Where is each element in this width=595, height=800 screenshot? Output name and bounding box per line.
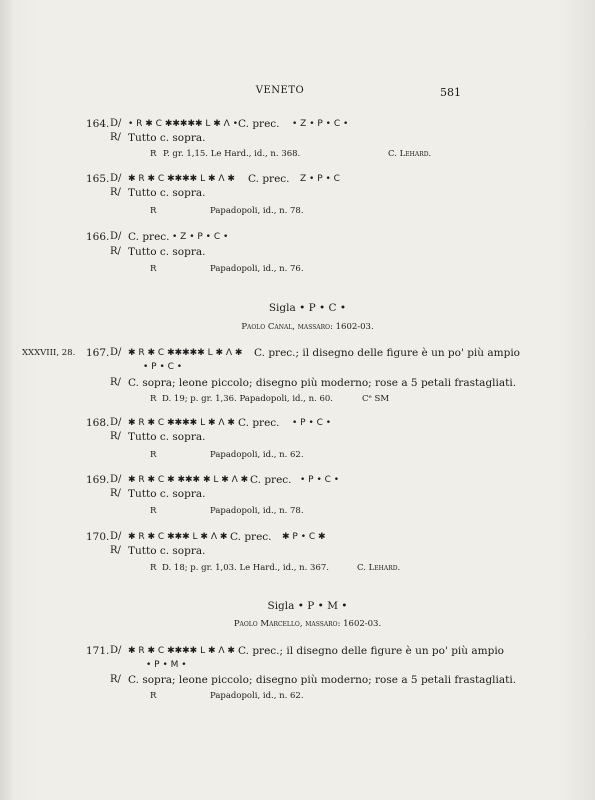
section-subtitle: Paolo Marcello, massaro: 1602-03. (233, 619, 382, 629)
reference: Papadopoli, id., n. 78. (210, 506, 304, 516)
rarity: R (150, 691, 157, 701)
obverse-label: D/ (110, 531, 122, 542)
obverse-text: C. prec. (128, 231, 170, 243)
plate-reference: XXXVIII, 28. (22, 348, 76, 358)
obverse-legend: ✱ R ✱ C ✱✱✱✱ L ✱ Λ ✱ (128, 174, 235, 184)
rarity: R (150, 563, 157, 573)
reverse-text: C. sopra; leone piccolo; disegno più moderno; rose a 5 petali frastagliati. (128, 377, 517, 389)
reverse-label: R/ (110, 674, 121, 685)
obverse-label: D/ (110, 173, 122, 184)
reverse-text: C. sopra; leone piccolo; disegno più moderno; rose a 5 petali frastagliati. (128, 674, 517, 686)
obverse-legend: ✱ R ✱ C ✱✱✱✱ L ✱ Λ ✱ (128, 646, 235, 656)
obverse-label: D/ (110, 347, 122, 358)
rarity: R (150, 506, 157, 516)
rarity: R (150, 149, 157, 159)
obverse-text: C. prec. (250, 474, 292, 486)
rarity: R (150, 394, 157, 404)
section-title: Sigla • P • M • (267, 600, 348, 612)
reverse-label: R/ (110, 545, 121, 556)
obverse-tail: • P • C • (300, 475, 340, 485)
reverse-text: Tutto c. sopra. (128, 545, 206, 557)
obverse-text: C. prec. (248, 173, 290, 185)
entry-number: 165. (86, 173, 110, 185)
reference: Papadopoli, id., n. 76. (210, 264, 304, 274)
reference: Papadopoli, id., n. 62. (210, 450, 304, 460)
obverse-tail: ✱ P • C ✱ (282, 532, 326, 542)
reference: D. 18; p. gr. 1,03. Le Hard., id., n. 367. (162, 563, 329, 573)
collection: C. Lehard. (388, 149, 432, 159)
reverse-text: Tutto c. sopra. (128, 488, 206, 500)
obverse-label: D/ (110, 231, 122, 242)
obverse-text: C. prec. (238, 417, 280, 429)
obverse-tail: • P • C • (292, 418, 332, 428)
reverse-text: Tutto c. sopra. (128, 132, 206, 144)
obverse-tail: • Z • P • C • (292, 119, 349, 129)
obverse-tail: • Z • P • C • (172, 232, 229, 242)
reference: P. gr. 1,15. Le Hard., id., n. 368. (163, 149, 301, 159)
collection: Cᵉ SM (362, 394, 390, 404)
reverse-text: Tutto c. sopra. (128, 246, 206, 258)
entry-number: 168. (86, 417, 110, 429)
reference: Papadopoli, id., n. 62. (210, 691, 304, 701)
reverse-label: R/ (110, 132, 121, 143)
entry-number: 167. (86, 347, 110, 359)
reverse-label: R/ (110, 246, 121, 257)
obverse-text: C. prec. (230, 531, 272, 543)
obverse-label: D/ (110, 417, 122, 428)
running-header: VENETO (255, 85, 305, 96)
obverse-text: C. prec. (238, 118, 280, 130)
entry-number: 170. (86, 531, 110, 543)
section-subtitle: Paolo Canal, massaro: 1602-03. (241, 322, 374, 332)
rarity: R (150, 450, 157, 460)
collection: C. Lehard. (357, 563, 401, 573)
rarity: R (150, 206, 157, 216)
obverse-text: C. prec.; il disegno delle figure è un po' più ampio (238, 645, 505, 657)
rarity: R (150, 264, 157, 274)
reverse-label: R/ (110, 377, 121, 388)
reverse-label: R/ (110, 488, 121, 499)
obverse-legend-cont: • P • M • (146, 660, 187, 670)
obverse-legend: • R ✱ C ✱✱✱✱✱ L ✱ Λ • (128, 119, 238, 129)
section-title: Sigla • P • C • (268, 302, 347, 314)
reverse-label: R/ (110, 187, 121, 198)
obverse-label: D/ (110, 645, 122, 656)
obverse-text: C. prec.; il disegno delle figure è un po' più ampio (254, 347, 521, 359)
entry-number: 169. (86, 474, 110, 486)
reference: Papadopoli, id., n. 78. (210, 206, 304, 216)
reference: D. 19; p. gr. 1,36. Papadopoli, id., n. 60. (162, 394, 333, 404)
entry-number: 166. (86, 231, 110, 243)
obverse-tail: Z • P • C (300, 174, 340, 184)
obverse-legend: ✱ R ✱ C ✱✱✱✱ L ✱ Λ ✱ (128, 418, 235, 428)
obverse-legend: ✱ R ✱ C ✱✱✱ L ✱ Λ ✱ (128, 532, 228, 542)
reverse-text: Tutto c. sopra. (128, 431, 206, 443)
obverse-label: D/ (110, 474, 122, 485)
reverse-text: Tutto c. sopra. (128, 187, 206, 199)
entry-number: 164. (86, 118, 110, 130)
obverse-legend-cont: • P • C • (143, 362, 183, 372)
page-number: 581 (440, 86, 461, 99)
obverse-label: D/ (110, 118, 122, 129)
obverse-legend: ✱ R ✱ C ✱✱✱✱✱ L ✱ Λ ✱ (128, 348, 243, 358)
obverse-legend: ✱ R ✱ C ✱ ✱✱✱ ✱ L ✱ Λ ✱ (128, 475, 249, 485)
reverse-label: R/ (110, 431, 121, 442)
entry-number: 171. (86, 645, 110, 657)
